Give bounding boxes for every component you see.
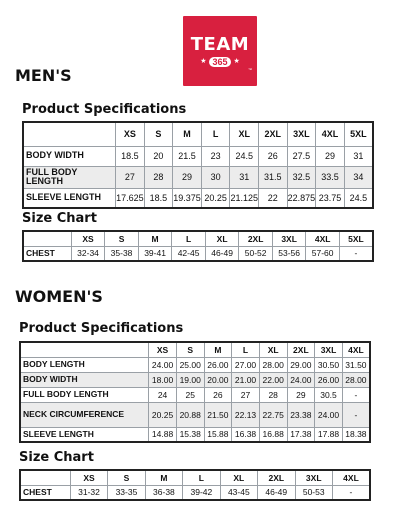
column-header: L — [232, 342, 260, 357]
column-header: 3XL — [272, 231, 306, 246]
table-row — [20, 402, 370, 427]
table-cell: 30 — [201, 166, 230, 188]
table-cell: 24.00 — [149, 357, 177, 372]
column-header: XS — [116, 122, 145, 146]
column-header: 5XL — [339, 231, 373, 246]
table-cell: 22.13 — [232, 402, 260, 427]
star-icon: ★ — [200, 58, 207, 65]
table-cell: 24.5 — [230, 146, 259, 166]
table-cell: 25.00 — [176, 357, 204, 372]
men-size-title: Size Chart — [22, 211, 97, 226]
table-cell: 28.00 — [259, 357, 287, 372]
table-cell: 21.5 — [173, 146, 202, 166]
table-cell: 24 — [149, 387, 177, 402]
table-row — [20, 485, 370, 500]
table-cell: 35-38 — [105, 246, 139, 261]
table-cell: 17.625 — [116, 188, 145, 208]
row-label: FULL BODY LENGTH — [20, 387, 149, 402]
table-cell: 30.50 — [315, 357, 343, 372]
table-cell: 32-34 — [71, 246, 105, 261]
table-cell: 18.5 — [116, 146, 145, 166]
table-cell: 25 — [176, 387, 204, 402]
column-header: L — [201, 122, 230, 146]
table-header-row — [20, 470, 370, 485]
table-cell: 26 — [259, 146, 288, 166]
column-header: S — [108, 470, 145, 485]
table-cell: 23.75 — [316, 188, 345, 208]
column-header: XL — [220, 470, 257, 485]
table-cell: 17.88 — [315, 427, 343, 442]
column-header: S — [144, 122, 173, 146]
table-corner-cell — [20, 470, 70, 485]
table-cell: 46-49 — [205, 246, 239, 261]
row-label: BODY WIDTH — [23, 146, 116, 166]
table-header-row — [23, 231, 373, 246]
table-cell: 24.5 — [344, 188, 373, 208]
column-header: S — [176, 342, 204, 357]
column-header: M — [138, 231, 172, 246]
table-row — [23, 188, 373, 208]
table-corner-cell — [23, 122, 116, 146]
column-header: L — [183, 470, 220, 485]
logo-number-row — [200, 57, 240, 67]
table-cell: 50-52 — [239, 246, 273, 261]
table-cell: 23 — [201, 146, 230, 166]
column-header: S — [105, 231, 139, 246]
table-cell: 21.50 — [204, 402, 232, 427]
table-cell: - — [342, 387, 370, 402]
table-cell: 43-45 — [220, 485, 257, 500]
table-row — [20, 387, 370, 402]
table-header-row — [20, 342, 370, 357]
table-cell: 16.38 — [232, 427, 260, 442]
column-header: 4XL — [316, 122, 345, 146]
table-cell: 18.38 — [342, 427, 370, 442]
table-cell: 53-56 — [272, 246, 306, 261]
row-label: SLEEVE LENGTH — [23, 188, 116, 208]
table-cell: 26.00 — [204, 357, 232, 372]
column-header: 3XL — [287, 122, 316, 146]
table-cell: 26 — [204, 387, 232, 402]
table-cell: 22 — [259, 188, 288, 208]
row-label: BODY WIDTH — [20, 372, 149, 387]
table-cell: 20.25 — [149, 402, 177, 427]
women-spec-table — [19, 341, 371, 443]
table-cell: 39-41 — [138, 246, 172, 261]
table-row — [23, 246, 373, 261]
table-cell: 33.5 — [316, 166, 345, 188]
table-cell: 26.00 — [315, 372, 343, 387]
table-cell: 20.00 — [204, 372, 232, 387]
table-row — [23, 166, 373, 188]
table-cell: 31-32 — [70, 485, 107, 500]
column-header: 2XL — [239, 231, 273, 246]
table-cell: 21.125 — [230, 188, 259, 208]
table-row — [20, 357, 370, 372]
table-cell: 29.00 — [287, 357, 315, 372]
table-cell: 29 — [173, 166, 202, 188]
table-cell: 31.50 — [342, 357, 370, 372]
men-size-table — [22, 230, 374, 262]
table-cell: 29 — [287, 387, 315, 402]
row-label: NECK CIRCUMFERENCE — [20, 402, 149, 427]
table-cell: - — [332, 485, 370, 500]
table-cell: 27.5 — [287, 146, 316, 166]
table-cell: 31 — [344, 146, 373, 166]
table-cell: 33-35 — [108, 485, 145, 500]
column-header: 4XL — [332, 470, 370, 485]
table-cell: 28 — [144, 166, 173, 188]
row-label: SLEEVE LENGTH — [20, 427, 149, 442]
star-icon: ★ — [233, 58, 240, 65]
column-header: XS — [71, 231, 105, 246]
table-cell: 31 — [230, 166, 259, 188]
table-cell: 46-49 — [258, 485, 295, 500]
row-label: CHEST — [20, 485, 70, 500]
table-cell: - — [339, 246, 373, 261]
women-heading: WOMEN'S — [15, 287, 103, 306]
table-cell: 28 — [259, 387, 287, 402]
women-size-title: Size Chart — [19, 450, 94, 465]
table-cell: 21.00 — [232, 372, 260, 387]
logo-word: TEAM — [190, 33, 250, 55]
table-cell: 30.5 — [315, 387, 343, 402]
table-cell: 57-60 — [306, 246, 340, 261]
column-header: 2XL — [287, 342, 315, 357]
table-corner-cell — [20, 342, 149, 357]
column-header: XL — [230, 122, 259, 146]
column-header: 5XL — [344, 122, 373, 146]
team365-logo — [183, 16, 257, 86]
column-header: M — [204, 342, 232, 357]
table-cell: 14.88 — [149, 427, 177, 442]
table-cell: 19.00 — [176, 372, 204, 387]
men-spec-table — [22, 121, 374, 209]
table-cell: 34 — [344, 166, 373, 188]
men-heading: MEN'S — [15, 66, 72, 85]
table-header-row — [23, 122, 373, 146]
table-cell: 20.88 — [176, 402, 204, 427]
table-cell: 22.875 — [287, 188, 316, 208]
table-cell: 39-42 — [183, 485, 220, 500]
table-row — [20, 427, 370, 442]
table-cell: 50-53 — [295, 485, 332, 500]
table-cell: 16.88 — [259, 427, 287, 442]
column-header: XL — [259, 342, 287, 357]
table-cell: 17.38 — [287, 427, 315, 442]
row-label: CHEST — [23, 246, 71, 261]
table-cell: 27.00 — [232, 357, 260, 372]
table-row — [23, 146, 373, 166]
table-cell: 27 — [116, 166, 145, 188]
table-cell: 32.5 — [287, 166, 316, 188]
table-cell: 19.375 — [173, 188, 202, 208]
table-cell: 20.25 — [201, 188, 230, 208]
table-cell: 15.88 — [204, 427, 232, 442]
column-header: L — [172, 231, 206, 246]
men-spec-title: Product Specifications — [22, 102, 187, 117]
table-cell: 23.38 — [287, 402, 315, 427]
trademark-mark: ™ — [248, 67, 252, 72]
column-header: M — [173, 122, 202, 146]
table-cell: 27 — [232, 387, 260, 402]
table-cell: 22.00 — [259, 372, 287, 387]
column-header: 2XL — [259, 122, 288, 146]
table-row — [20, 372, 370, 387]
row-label: BODY LENGTH — [20, 357, 149, 372]
table-cell: 18.00 — [149, 372, 177, 387]
table-cell: 24.00 — [287, 372, 315, 387]
table-cell: 31.5 — [259, 166, 288, 188]
logo-number: 365 — [209, 57, 230, 67]
table-cell: 36-38 — [145, 485, 182, 500]
table-cell: 15.38 — [176, 427, 204, 442]
column-header: XS — [149, 342, 177, 357]
column-header: M — [145, 470, 182, 485]
table-cell: 28.00 — [342, 372, 370, 387]
women-spec-title: Product Specifications — [19, 321, 184, 336]
column-header: 3XL — [315, 342, 343, 357]
column-header: XS — [70, 470, 107, 485]
table-cell: 20 — [144, 146, 173, 166]
table-cell: 29 — [316, 146, 345, 166]
column-header: XL — [205, 231, 239, 246]
table-cell: 22.75 — [259, 402, 287, 427]
column-header: 4XL — [306, 231, 340, 246]
column-header: 3XL — [295, 470, 332, 485]
row-label: FULL BODY LENGTH — [23, 166, 116, 188]
table-cell: 42-45 — [172, 246, 206, 261]
table-cell: 18.5 — [144, 188, 173, 208]
table-cell: - — [342, 402, 370, 427]
women-size-table — [19, 469, 371, 501]
table-cell: 24.00 — [315, 402, 343, 427]
column-header: 4XL — [342, 342, 370, 357]
column-header: 2XL — [258, 470, 295, 485]
table-corner-cell — [23, 231, 71, 246]
